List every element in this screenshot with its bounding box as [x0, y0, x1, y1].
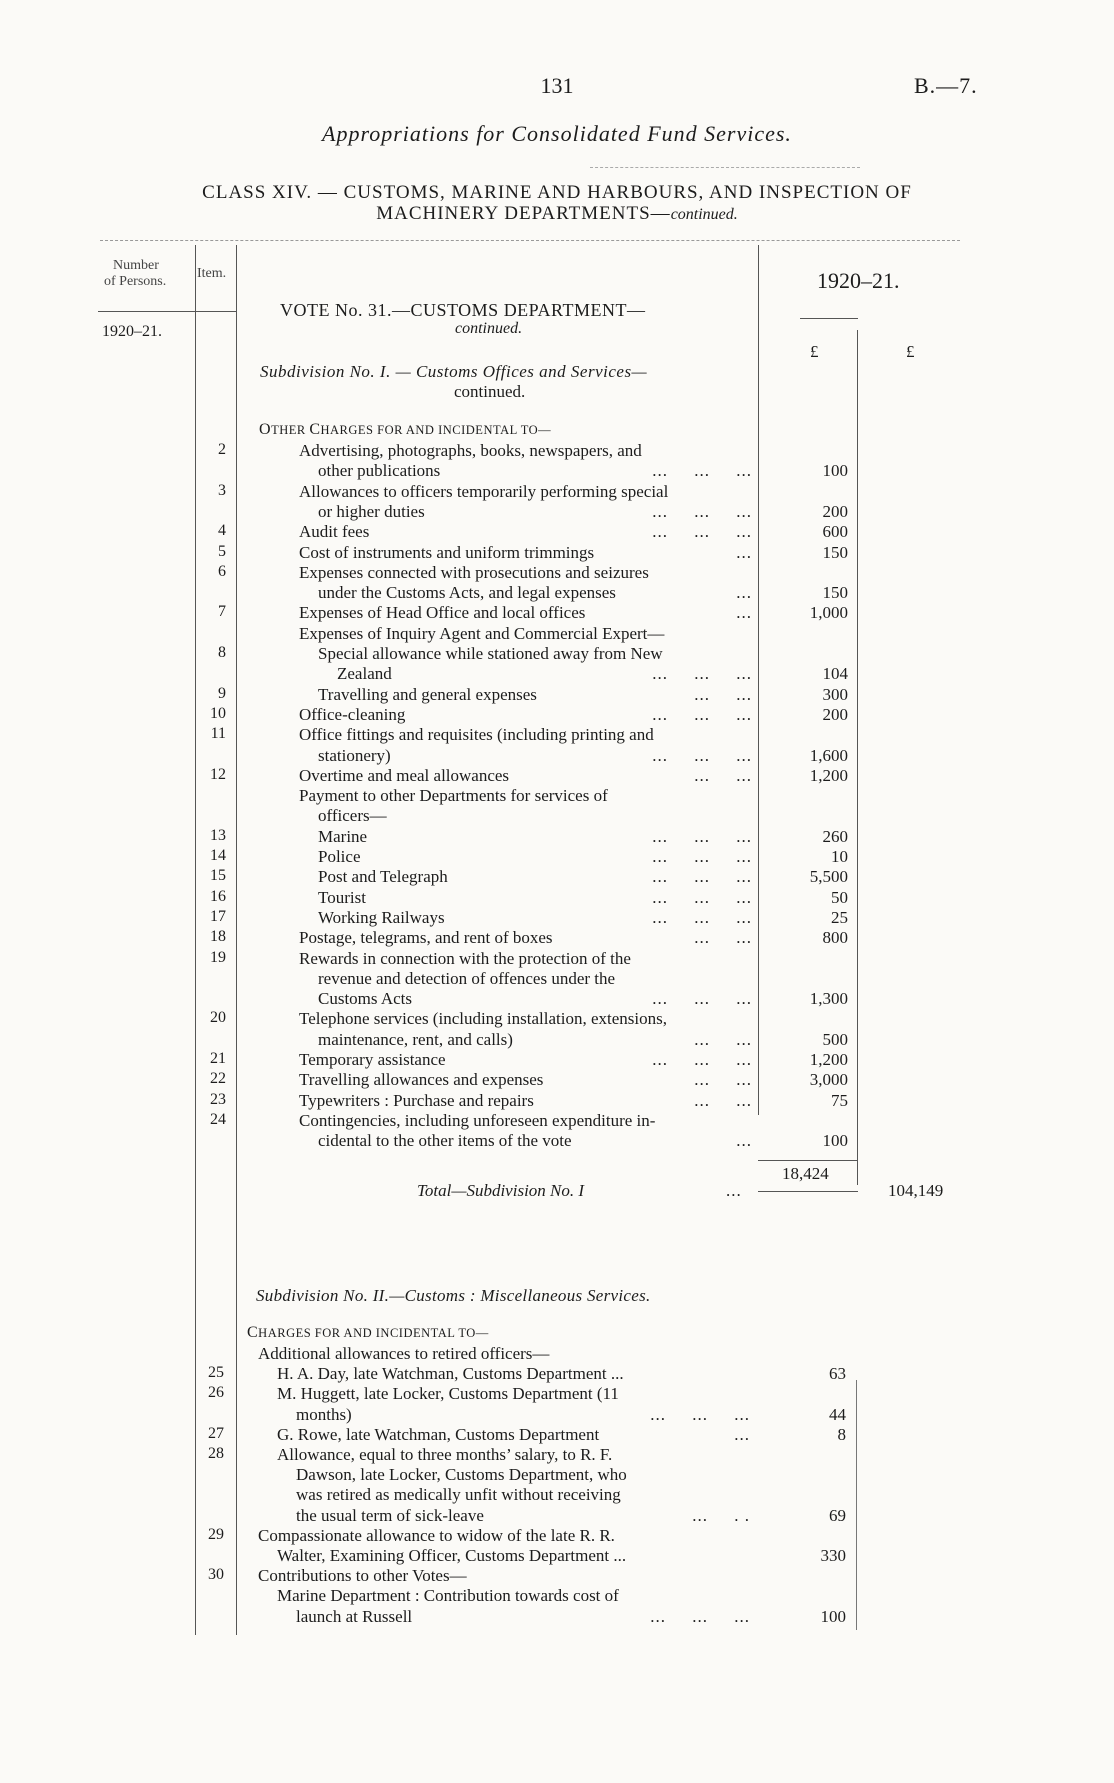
item-text-divider	[236, 245, 237, 1635]
subdivision-1-title: Subdivision No. I. — Customs Offices and Services—	[260, 362, 648, 381]
leader-dots: ... ...	[694, 684, 752, 704]
document-reference: B.—7.	[914, 73, 978, 98]
line-item-text: months)	[296, 1404, 352, 1424]
subdivision-1-continued: continued.	[454, 382, 526, 401]
line-item-text: Travelling and general expenses	[318, 684, 537, 704]
subdivision-2-title: Subdivision No. II.—Customs : Miscellaneous Services.	[256, 1286, 651, 1305]
pound-sign-column-2: £	[906, 342, 915, 361]
line-item-amount: 600	[822, 522, 848, 542]
persons-header-line-2: of Persons.	[104, 274, 167, 289]
line-item-amount: 104	[822, 664, 848, 684]
leader-dots: ... ... ...	[652, 1050, 752, 1069]
leader-dots: ... ... ...	[652, 664, 752, 684]
item-number: 6	[218, 562, 226, 580]
line-item-text: was retired as medically unfit without receiving	[296, 1485, 621, 1505]
line-item-text: officers—	[318, 806, 387, 826]
charges-heading-2-tail: HARGES FOR AND INCIDENTAL TO—	[258, 1326, 489, 1340]
year-header-amounts: 1920–21.	[817, 268, 900, 293]
leader-dots: ... ... ...	[650, 1606, 750, 1626]
line-item-text: Office-cleaning	[299, 704, 406, 724]
line-item-amount: 69	[829, 1505, 846, 1525]
item-number: 19	[210, 948, 226, 966]
line-item-amount: 100	[822, 461, 848, 481]
leader-dots: ... ...	[694, 1090, 752, 1110]
leader-dots: ... ... ...	[652, 501, 752, 521]
leader-dots: ... ...	[694, 765, 752, 785]
subdivision-2-charges-heading	[247, 1324, 489, 1342]
line-item-text: Allowances to officers temporarily performing special	[299, 481, 669, 501]
line-item-text: Postage, telegrams, and rent of boxes	[299, 928, 553, 948]
lower-amount-divider	[856, 1380, 857, 1630]
leader-dots: ...	[736, 542, 752, 562]
line-item-text: Expenses of Head Office and local offices	[299, 603, 586, 623]
item-number: 26	[208, 1384, 224, 1402]
leader-dots: ...	[736, 1131, 752, 1151]
item-number: 13	[210, 826, 226, 844]
line-item-text: Zealand	[337, 664, 392, 684]
leader-dots: ... ... ...	[652, 826, 752, 846]
title-rule	[590, 167, 860, 168]
leader-dots: ... . .	[692, 1505, 750, 1525]
line-item-text: Payment to other Departments for services of	[299, 786, 608, 806]
line-item-text: Office fittings and requisites (including printing and	[299, 725, 654, 745]
line-item-amount: 200	[822, 501, 848, 521]
line-item-text: Overtime and meal allowances	[299, 765, 510, 785]
line-item-text: Rewards in connection with the protection of the	[299, 948, 631, 968]
line-item-amount: 25	[831, 907, 848, 927]
line-item-text: H. A. Day, late Watchman, Customs Department ...	[277, 1364, 624, 1384]
line-item-text: Expenses connected with prosecutions and seizures	[299, 562, 649, 582]
subdivision-1-total-dots: ...	[726, 1181, 742, 1200]
subtotal-rule-top	[758, 1160, 858, 1161]
leader-dots: ...	[736, 583, 752, 603]
line-item-text: cidental to the other items of the vote	[318, 1131, 572, 1151]
leader-dots: ... ... ...	[652, 847, 752, 866]
line-item-text: Contingencies, including unforeseen expenditure in-	[299, 1110, 656, 1130]
line-item-amount: 3,000	[809, 1070, 848, 1090]
class-heading-line-2	[0, 203, 1114, 225]
leader-dots: ... ... ...	[652, 887, 752, 907]
class-heading-continued: continued.	[670, 206, 738, 223]
item-number: 9	[218, 684, 226, 702]
leader-dots: ... ... ...	[652, 867, 752, 887]
item-number: 24	[210, 1110, 226, 1128]
charges-heading-o: O	[259, 421, 272, 438]
line-item-amount: 100	[822, 1131, 848, 1151]
line-item-text: launch at Russell	[296, 1606, 413, 1626]
line-item-amount: 75	[831, 1090, 848, 1110]
subdivision-1-total: 104,149	[888, 1181, 944, 1200]
item-number: 14	[210, 847, 226, 864]
line-item-text: Customs Acts	[318, 989, 412, 1009]
item-number: 20	[210, 1009, 226, 1027]
item-number: 17	[210, 907, 226, 925]
line-item-text: Dawson, late Locker, Customs Department, who	[296, 1465, 627, 1485]
line-item-text: M. Huggett, late Locker, Customs Department (11	[277, 1384, 619, 1404]
line-item-text: Advertising, photographs, books, newspapers, and	[299, 441, 642, 460]
line-item-amount: 1,000	[809, 603, 848, 623]
line-item-text: other publications	[318, 461, 441, 481]
item-number: 7	[218, 603, 226, 621]
item-number: 27	[208, 1424, 224, 1442]
line-item-text: under the Customs Acts, and legal expenses	[318, 583, 616, 603]
vote-heading-continued: continued.	[455, 320, 523, 337]
item-number: 16	[210, 887, 226, 905]
item-number: 29	[208, 1525, 224, 1543]
line-item-text: Compassionate allowance to widow of the late R. R.	[258, 1525, 615, 1545]
vote-heading: VOTE No. 31.—CUSTOMS DEPARTMENT—	[280, 300, 646, 320]
subdivision-1-charges-heading	[259, 421, 551, 439]
persons-header-line-1: Number	[113, 258, 159, 273]
leader-dots: ... ... ...	[652, 989, 752, 1009]
item-number: 21	[210, 1050, 226, 1067]
item-number: 2	[218, 441, 226, 458]
item-number: 22	[210, 1070, 226, 1088]
page-title: Appropriations for Consolidated Fund Services.	[322, 121, 792, 146]
item-header: Item.	[197, 266, 227, 281]
header-underline-right	[800, 318, 858, 319]
item-number: 4	[218, 522, 226, 540]
line-item-text: Tourist	[318, 887, 366, 907]
item-number: 12	[210, 765, 226, 783]
line-item-amount: 10	[831, 847, 848, 866]
line-item-text: maintenance, rent, and calls)	[318, 1029, 513, 1049]
line-item-text: Telephone services (including installation, extensions,	[299, 1009, 667, 1029]
line-item-text: Allowance, equal to three months’ salary, to R. F.	[277, 1445, 613, 1464]
item-number: 25	[208, 1364, 224, 1382]
pound-sign-column-1: £	[810, 342, 819, 361]
subtotal-rule-bottom	[758, 1191, 858, 1192]
charges-heading-tail: HARGES FOR AND INCIDENTAL TO—	[320, 423, 552, 437]
item-number: 18	[210, 928, 226, 946]
line-item-amount: 100	[820, 1606, 846, 1626]
item-number: 28	[208, 1445, 224, 1462]
line-item-amount: 1,200	[809, 765, 848, 785]
line-item-text: the usual term of sick-leave	[296, 1505, 484, 1525]
line-item-amount: 500	[822, 1029, 848, 1049]
line-item-amount: 1,300	[809, 989, 848, 1009]
item-number: 15	[210, 867, 226, 885]
leader-dots: ... ... ...	[652, 907, 752, 927]
line-item-amount: 150	[822, 542, 848, 562]
class-heading-line-2-text: MACHINERY DEPARTMENTS—	[376, 203, 671, 224]
item-number: 10	[210, 704, 226, 722]
line-item-text: Marine	[318, 826, 368, 846]
line-item-amount: 260	[822, 826, 848, 846]
subdivision-1-subtotal: 18,424	[782, 1164, 829, 1183]
leader-dots: ...	[734, 1424, 750, 1444]
line-item-text: revenue and detection of offences under the	[318, 968, 616, 988]
line-item-text: Audit fees	[299, 522, 370, 542]
amount-columns-divider	[857, 330, 858, 1185]
line-item-amount: 150	[822, 583, 848, 603]
line-item-amount: 50	[831, 887, 848, 907]
header-divider	[100, 240, 960, 241]
line-item-amount: 63	[829, 1364, 846, 1384]
line-item-text: Cost of instruments and uniform trimmings	[299, 542, 595, 562]
line-item-text: Travelling allowances and expenses	[299, 1070, 544, 1090]
year-header-persons: 1920–21.	[102, 323, 162, 340]
line-item-text: or higher duties	[318, 501, 425, 521]
line-item-text: Working Railways	[318, 907, 445, 927]
line-item-text: Post and Telegraph	[318, 867, 448, 887]
subdivision-1-total-label: Total—Subdivision No. I	[417, 1181, 585, 1200]
line-item-amount: 200	[822, 704, 848, 724]
line-item-amount: 1,600	[809, 745, 848, 765]
leader-dots: ...	[736, 603, 752, 623]
line-item-text: Marine Department : Contribution towards cost of	[277, 1586, 619, 1606]
leader-dots: ... ...	[694, 1070, 752, 1090]
charges-heading-ther: THER	[271, 423, 310, 437]
line-item-text: stationery)	[318, 745, 391, 765]
line-item-amount: 300	[822, 684, 848, 704]
item-number: 5	[218, 542, 226, 560]
header-underline-left	[98, 311, 236, 312]
item-number: 3	[218, 481, 226, 499]
charges-heading-2-c: C	[247, 1324, 259, 1341]
leader-dots: ... ...	[694, 928, 752, 948]
line-item-text: Police	[318, 847, 361, 866]
item-number: 23	[210, 1090, 226, 1108]
line-item-text: Expenses of Inquiry Agent and Commercial Expert—	[299, 623, 665, 643]
line-item-text: Temporary assistance	[299, 1050, 446, 1069]
line-item-amount: 5,500	[809, 867, 848, 887]
item-number: 30	[208, 1566, 224, 1584]
class-heading-line-1: CLASS XIV. — CUSTOMS, MARINE AND HARBOURS, AND INSPECTION OF	[202, 182, 912, 203]
text-amount-divider	[758, 245, 759, 1115]
leader-dots: ... ...	[694, 1029, 752, 1049]
item-number: 11	[210, 725, 226, 743]
line-item-amount: 330	[820, 1546, 846, 1565]
line-item-amount: 44	[829, 1404, 846, 1424]
leader-dots: ... ... ...	[652, 522, 752, 542]
charges-heading-c: C	[309, 421, 321, 438]
line-item-amount: 1,200	[809, 1050, 848, 1069]
leader-dots: ... ... ...	[652, 704, 752, 724]
line-item-amount: 8	[837, 1424, 846, 1444]
leader-dots: ... ... ...	[652, 461, 752, 481]
line-item-text: Walter, Examining Officer, Customs Department ...	[277, 1546, 627, 1565]
line-item-text: Contributions to other Votes—	[258, 1566, 467, 1586]
page-number: 131	[540, 73, 574, 98]
leader-dots: ... ... ...	[652, 745, 752, 765]
leader-dots: ... ... ...	[650, 1404, 750, 1424]
line-item-text: G. Rowe, late Watchman, Customs Department	[277, 1424, 600, 1444]
item-number: 8	[218, 644, 226, 661]
line-item-text: Special allowance while stationed away from New	[318, 644, 663, 663]
line-item-text: Typewriters : Purchase and repairs	[299, 1090, 534, 1110]
line-item-amount: 800	[822, 928, 848, 948]
line-item-text: Additional allowances to retired officers—	[258, 1344, 550, 1363]
